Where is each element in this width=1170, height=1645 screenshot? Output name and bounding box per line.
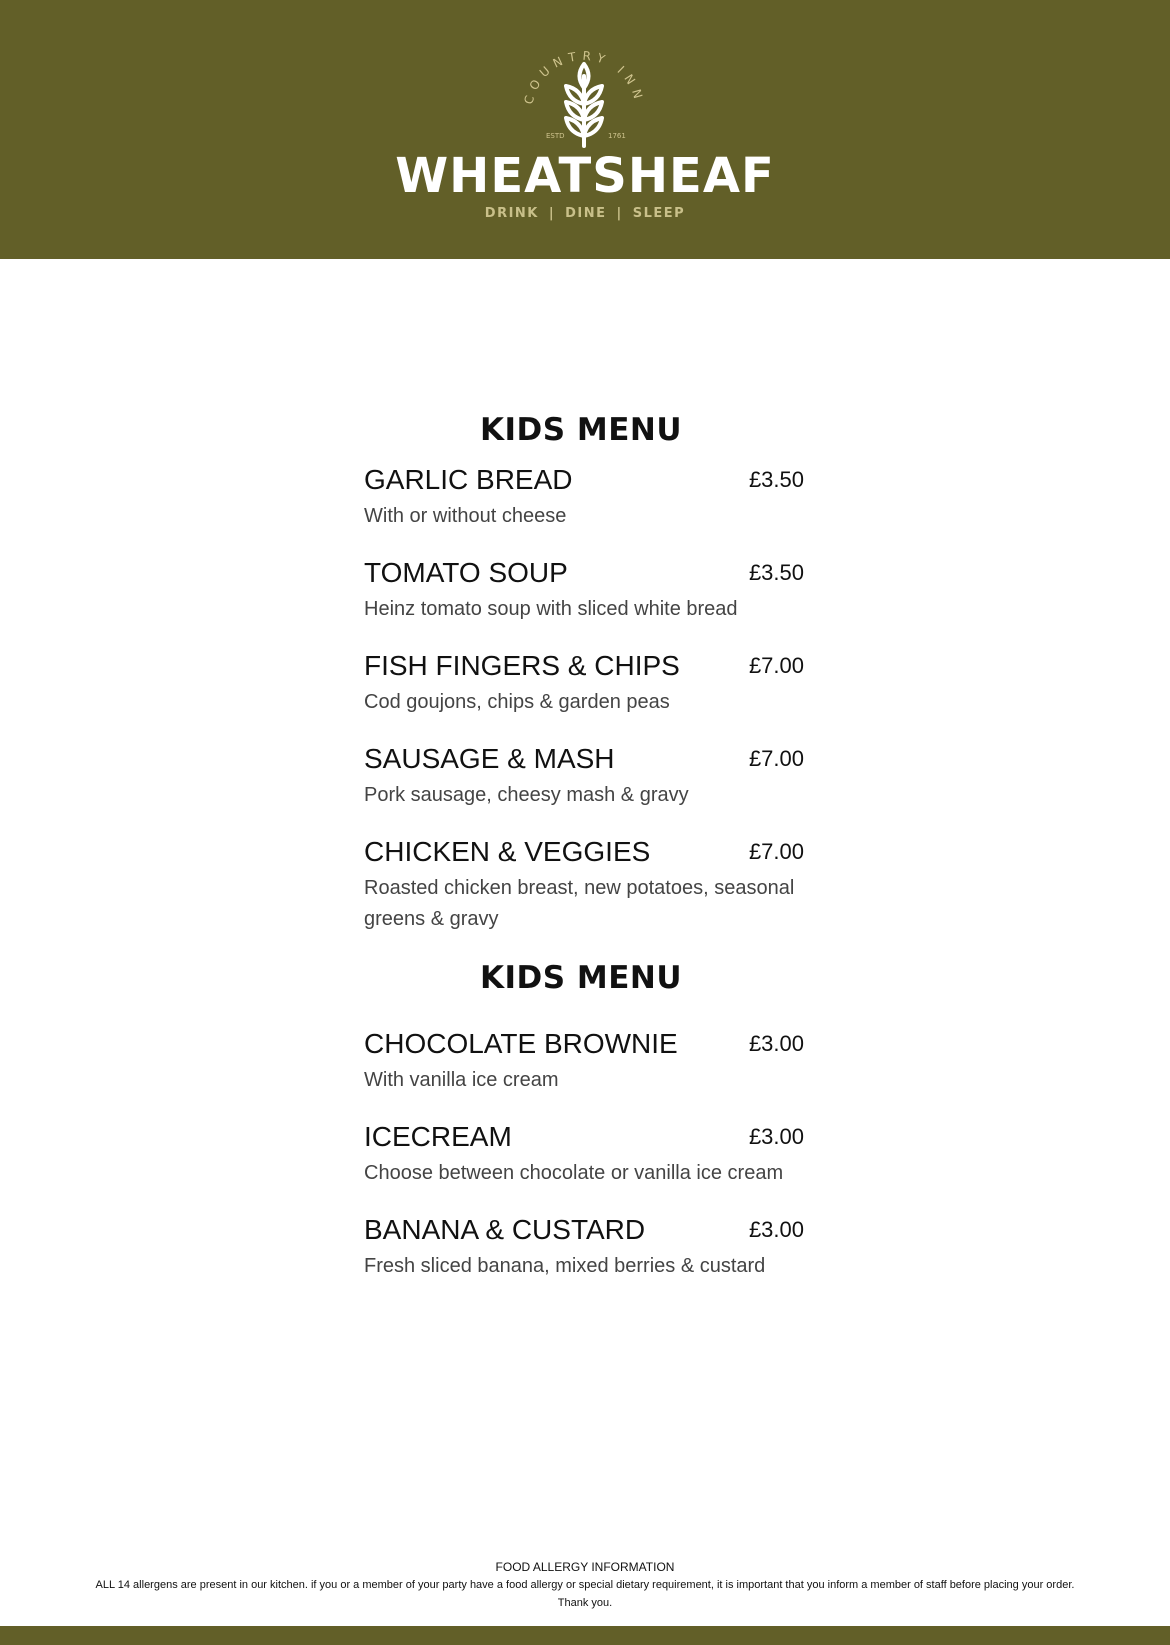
item-description: Pork sausage, cheesy mash & gravy [364, 784, 689, 806]
item-name: GARLIC BREAD [364, 464, 573, 495]
item-description: With or without cheese [364, 505, 567, 527]
tagline-separator: | [548, 206, 556, 221]
menu-item [364, 1120, 804, 1189]
logo-ring-text: COUNTRY INN [521, 48, 647, 106]
item-description: Roasted chicken breast, new potatoes, seasonal greens & gravy [364, 877, 795, 930]
item-price: £7.00 [748, 839, 804, 864]
item-price: £3.50 [748, 467, 804, 492]
brand-name: WHEATSHEAF [395, 148, 775, 204]
menu-item [364, 835, 804, 935]
menu-item [364, 742, 804, 811]
header-banner [0, 0, 1170, 259]
item-price: £7.00 [748, 746, 804, 771]
section-title: KIDS MENU [479, 960, 683, 996]
tagline-separator: | [616, 206, 623, 221]
item-name: BANANA & CUSTARD [364, 1214, 646, 1245]
allergy-body: ALL 14 allergens are present in our kitchen. if you or a member of your party have a food allergy or special dietary requirement, it is important that you inform a member of staff before placing your order. [95, 1579, 1075, 1591]
menu-item [364, 1213, 804, 1282]
allergy-thanks: Thank you. [557, 1597, 613, 1609]
item-description: Choose between chocolate or vanilla ice cream [364, 1162, 784, 1184]
tagline-drink: DRINK [484, 206, 539, 221]
logo-estd-label: ESTD [546, 132, 565, 140]
menu-content [364, 405, 804, 1282]
item-price: £3.00 [748, 1031, 804, 1056]
item-name: CHOCOLATE BROWNIE [364, 1028, 678, 1059]
item-description: Heinz tomato soup with sliced white bread [364, 598, 738, 620]
wheat-logo [510, 40, 658, 150]
item-name: SAUSAGE & MASH [364, 743, 615, 774]
item-name: TOMATO SOUP [364, 557, 568, 588]
menu-item [364, 556, 804, 625]
tagline-sleep: SLEEP [632, 206, 686, 221]
menu-item [364, 1027, 804, 1096]
item-name: FISH FINGERS & CHIPS [364, 650, 680, 681]
allergy-title: FOOD ALLERGY INFORMATION [495, 1560, 675, 1574]
item-price: £3.50 [748, 560, 804, 585]
item-name: CHICKEN & VEGGIES [364, 836, 651, 867]
item-price: £3.00 [748, 1217, 804, 1242]
item-price: £7.00 [748, 653, 804, 678]
logo-year: 1761 [608, 132, 626, 140]
tagline-dine: DINE [565, 206, 607, 221]
item-description: Fresh sliced banana, mixed berries & custard [364, 1255, 766, 1277]
item-name: ICECREAM [364, 1121, 512, 1152]
tagline [0, 206, 1170, 221]
item-description: With vanilla ice cream [364, 1069, 559, 1091]
item-price: £3.00 [748, 1124, 804, 1149]
allergy-information [0, 1558, 1170, 1612]
item-description: Cod goujons, chips & garden peas [364, 691, 670, 713]
menu-item [364, 649, 804, 718]
section-title: KIDS MENU [479, 412, 683, 448]
menu-item [364, 463, 804, 532]
footer-bar [0, 1626, 1170, 1645]
